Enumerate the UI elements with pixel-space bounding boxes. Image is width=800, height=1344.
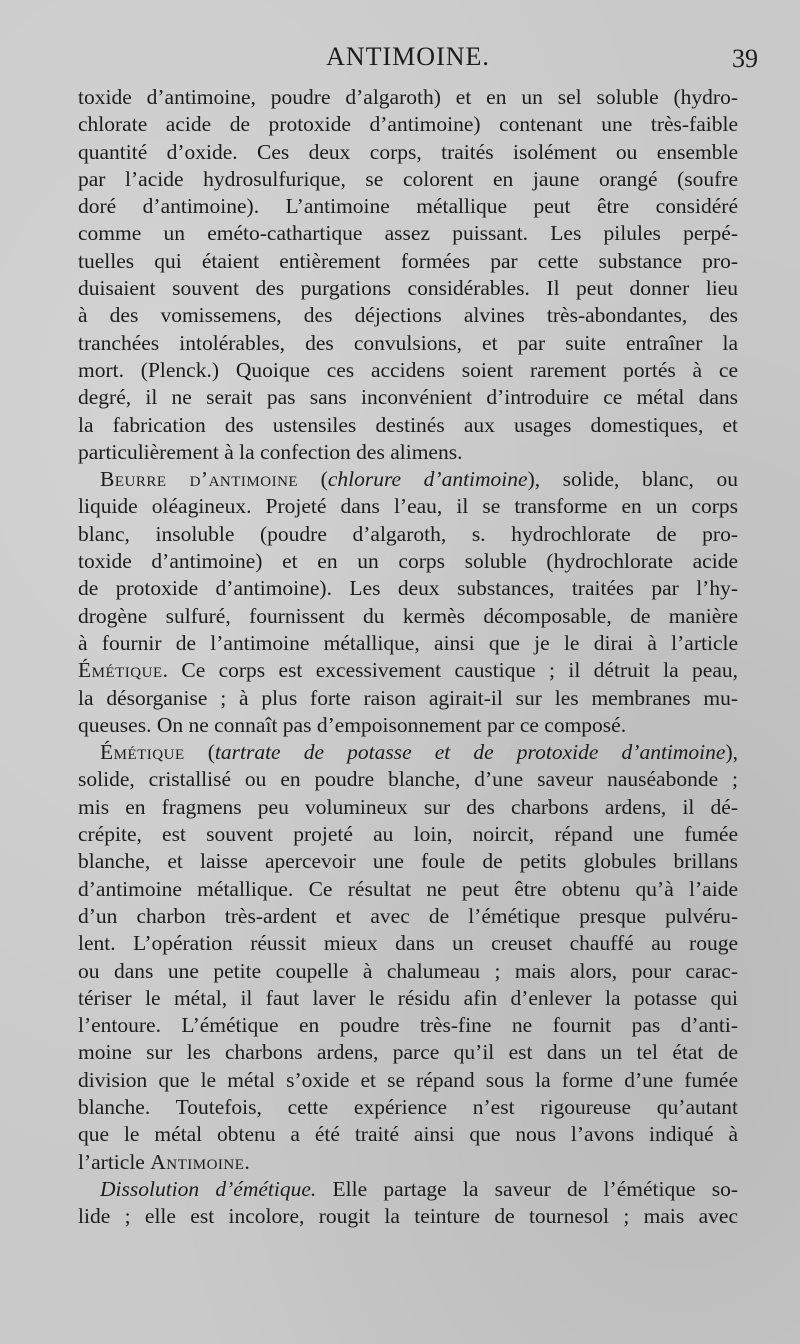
- text-line: liquide oléagineux. Projeté dans l’eau, il se transforme en un corps: [78, 494, 738, 519]
- text-line: lide ; elle est incolore, rougit la teinture de tournesol ; mais avec: [78, 1204, 738, 1229]
- text-line: toxide d’antimoine) et en un corps soluble (hydrochlorate acide: [78, 549, 738, 574]
- text-line: d’un charbon très-ardent et avec de l’émétique presque pulvéru-: [78, 903, 738, 928]
- entry-heading: Émétique: [100, 740, 185, 765]
- text-line: de protoxide d’antimoine). Les deux substances, traitées par l’hy-: [78, 576, 738, 601]
- entry-heading: Beurre d’antimoine: [100, 467, 299, 492]
- text-line: crépite, est souvent projeté au loin, noircit, répand une fumée: [78, 822, 738, 847]
- text-line: duisaient souvent des purgations considérables. Il peut donner lieu: [78, 276, 738, 301]
- text-line: Émétique (tartrate de potasse et de protoxide d’antimoine),: [100, 740, 738, 765]
- body-text: [78, 84, 738, 1230]
- page-number: 39: [732, 44, 758, 73]
- cross-reference: Antimoine: [150, 1149, 245, 1174]
- text-line: mis en fragmens peu volumineux sur des charbons ardens, il dé-: [78, 794, 738, 819]
- text-line: Beurre d’antimoine (chlorure d’antimoine), solide, blanc, ou: [100, 467, 739, 492]
- text-line: tuelles qui étaient entièrement formées par cette substance pro-: [78, 248, 738, 273]
- text-line: l’article Antimoine.: [78, 1149, 250, 1174]
- text-line: drogène sulfuré, fournissent du kermès décomposable, de manière: [78, 603, 738, 628]
- text-line: l’entoure. L’émétique en poudre très-fine ne fournit pas d’anti-: [78, 1013, 738, 1038]
- text-line: blanche, et laisse apercevoir une foule de petits globules brillans: [78, 849, 738, 874]
- text-line: degré, il ne serait pas sans inconvénient d’introduire ce métal dans: [78, 385, 738, 410]
- text-line: mort. (Plenck.) Quoique ces accidens soient rarement portés à ce: [78, 357, 738, 382]
- text-line: la fabrication des ustensiles destinés aux usages domestiques, et: [78, 412, 738, 437]
- text-line: que le métal obtenu a été traité ainsi que nous l’avons indiqué à: [78, 1122, 738, 1147]
- text-line: solide, cristallisé ou en poudre blanche, d’une saveur nauséabonde ;: [78, 767, 738, 792]
- text-line: chlorate acide de protoxide d’antimoine) contenant une très-faible: [78, 112, 738, 137]
- running-title: ANTIMOINE.: [326, 42, 490, 71]
- text-line: toxide d’antimoine, poudre d’algaroth) et en un sel soluble (hydro-: [78, 85, 738, 109]
- entry-synonym: tartrate de potasse et de protoxide d’antimoine: [214, 740, 726, 765]
- text-line: lent. L’opération réussit mieux dans un creuset chauffé au rouge: [78, 931, 738, 956]
- entry-heading: Dissolution d’émétique.: [100, 1176, 317, 1201]
- text-line: quantité d’oxide. Ces deux corps, traités isolément ou ensemble: [78, 139, 738, 164]
- text-line: doré d’antimoine). L’antimoine métallique peut être considéré: [78, 194, 738, 219]
- text-line: moine sur les charbons ardens, parce qu’il est dans un tel état de: [78, 1040, 738, 1065]
- text-line: Émétique. Ce corps est excessivement caustique ; il détruit la peau,: [78, 658, 738, 683]
- text-line: tériser le métal, il faut laver le résidu afin d’enlever la potasse qui: [78, 985, 738, 1010]
- text-line: par l’acide hydrosulfurique, se colorent en jaune orangé (soufre: [78, 166, 738, 191]
- text-line: blanche. Toutefois, cette expérience n’est rigoureuse qu’autant: [78, 1094, 738, 1119]
- text-line: à des vomissemens, des déjections alvines très-abondantes, des: [78, 303, 738, 328]
- text-line: blanc, insoluble (poudre d’algaroth, s. hydrochlorate de pro-: [78, 521, 738, 546]
- text-line: queuses. On ne connaît pas d’empoisonnement par ce composé.: [78, 712, 627, 737]
- text-line: particulièrement à la confection des alimens.: [78, 439, 463, 464]
- cross-reference: Émétique: [78, 658, 163, 683]
- text-line: Dissolution d’émétique. Elle partage la saveur de l’émétique so-: [100, 1176, 739, 1201]
- text-line: la désorganise ; à plus forte raison agirait-il sur les membranes mu-: [78, 685, 738, 710]
- page-header: [78, 42, 758, 82]
- text-line: division que le métal s’oxide et se répand sous la forme d’une fumée: [78, 1067, 738, 1092]
- text-line: ou dans une petite coupelle à chalumeau ; mais alors, pour carac-: [78, 958, 738, 983]
- text-line: tranchées intolérables, des convulsions, et par suite entraîner la: [78, 330, 738, 355]
- text-line: d’antimoine métallique. Ce résultat ne peut être obtenu qu’à l’aide: [78, 876, 738, 901]
- text-line: à fournir de l’antimoine métallique, ainsi que je le dirai à l’article: [78, 630, 738, 655]
- text-line: comme un eméto-cathartique assez puissant. Les pilules perpé-: [78, 221, 738, 246]
- entry-synonym: chlorure d’antimoine: [327, 467, 528, 492]
